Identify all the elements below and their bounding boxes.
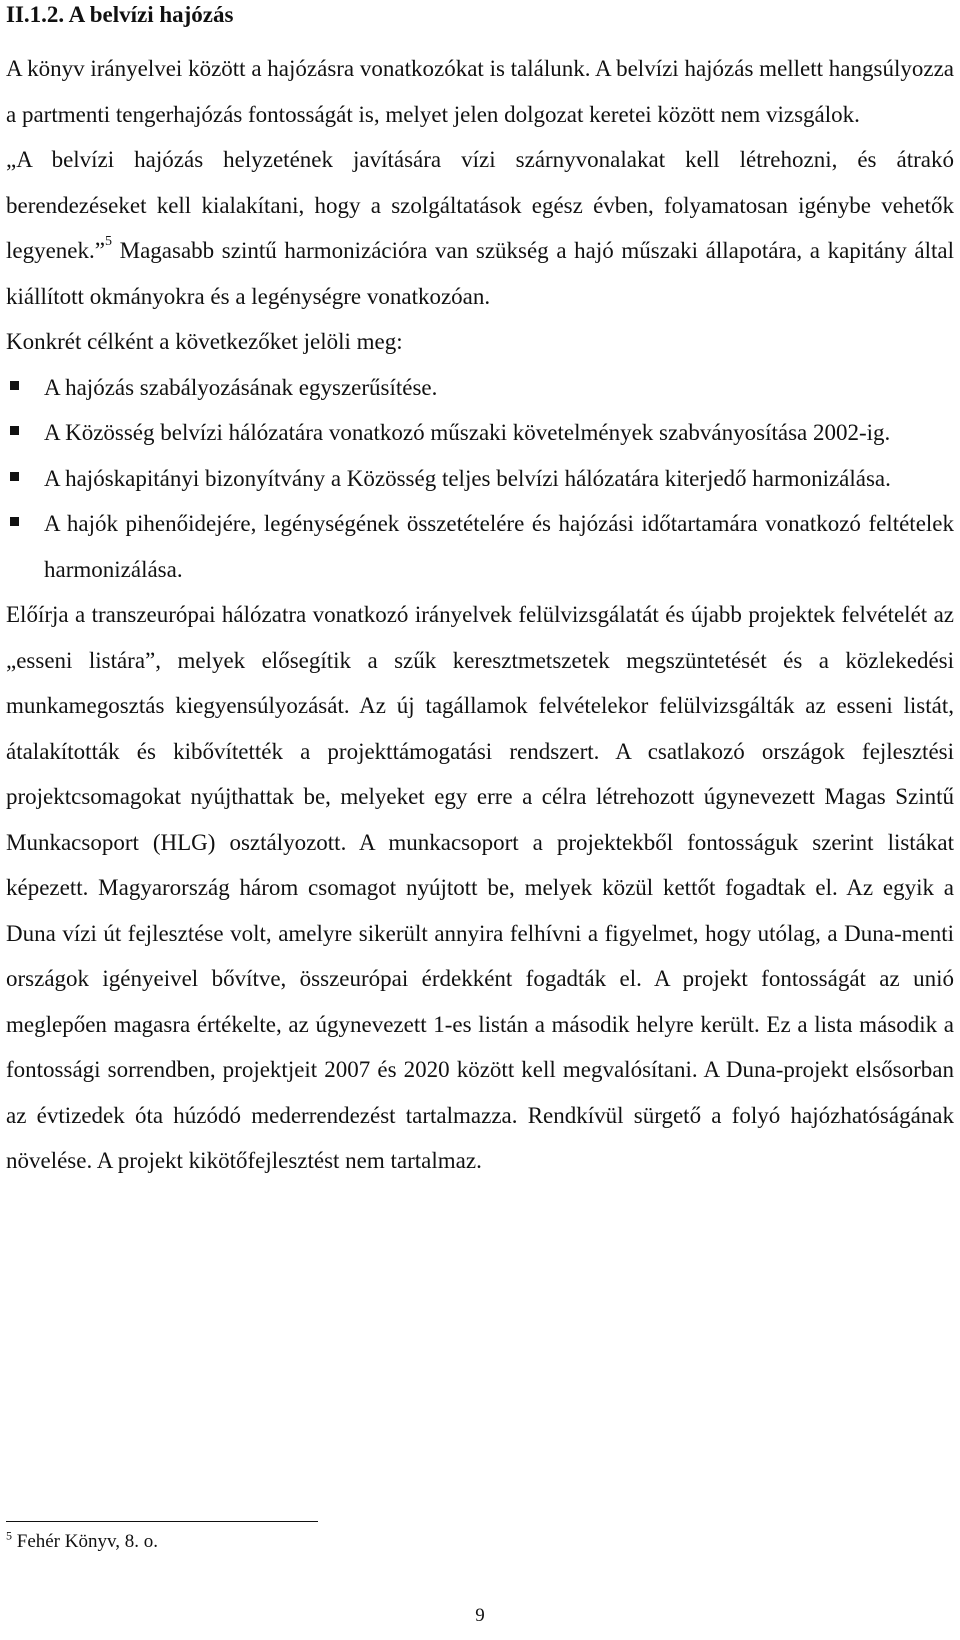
goals-list [6,365,954,593]
footnote-text: Fehér Könyv, 8. o. [12,1531,158,1552]
list-item-text: A hajózás szabályozásának egyszerűsítése. [44,374,438,400]
list-item [6,501,954,592]
list-item-text: A Közösség belvízi hálózatára vonatkozó műszaki követelmények szabványosítása 2002-ig. [44,420,891,445]
quote-continuation: Magasabb szintű harmonizációra van szükség a hajó műszaki állapotára, a kapitány által kiállított okmányokra és a legénységre vonatkozóan. [6,238,954,309]
paragraph-goals-intro: Konkrét célként a következőket jelöli meg: [6,329,403,354]
footnote-reference[interactable]: 5 [104,234,112,250]
footnote-number: 5 [6,1528,12,1543]
footnote [6,1530,158,1554]
list-item [6,410,954,456]
footnote-divider [6,1521,318,1522]
list-item-text: A hajók pihenőidejére, legénységének összetételére és hajózási időtartamára vonatkozó feltételek harmonizálása. [44,511,954,582]
section-heading: II.1.2. A belvízi hajózás [6,2,234,27]
square-bullet-icon [10,426,19,435]
list-item-text: A hajóskapitányi bizonyítvány a Közösség teljes belvízi hálózatára kiterjedő harmonizálása. [44,465,891,491]
square-bullet-icon [10,517,19,526]
quote-text: „A belvízi hajózás helyzetének javítására vízi szárnyvonalakat kell létrehozni, és átrakó berendezéseket kell kialakítani, hogy a szolgáltatások egész évben, folyamatosan igénybe vehetők legyenek.” [6,147,954,263]
list-item [6,456,954,502]
paragraph-intro: A könyv irányelvei között a hajózásra vonatkozókat is találunk. A belvízi hajózás mellett hangsúlyozza a partmenti tengerhajózás fontosságát is, melyet jelen dolgozat keretei között nem vizsgálok. [6,56,954,127]
square-bullet-icon [10,472,19,481]
square-bullet-icon [10,381,19,390]
paragraph-ten-t: Előírja a transzeurópai hálózatra vonatkozó irányelvek felülvizsgálatát és újabb projektek felvételét az „esseni listára”, melyek elősegítik a szűk keresztmetszetek megszüntetését és a közlekedési munkamegosztás kiegyensúlyozását. Az új tagállamok felvételekor felülvizsgálták az esseni listát, átalakították és kibővítették a projekttámogatási rendszert. A csatlakozó országok fejlesztési projektcsomagokat nyújthattak be, melyeket egy erre a célra létrehozott úgynevezett Magas Szintű Munkacsoport (HLG) osztályozott. A munkacsoport a projektekből fontosságuk szerint listákat képezett. Magyarország három csomagot nyújtott be, melyek közül kettőt fogadtak el. Az egyik a Duna vízi út fejlesztése volt, amelyre sikerült annyira felhívni a figyelmet, hogy utólag, a Duna-menti országok igényeivel bővítve, összeurópai érdekként fogadták el. A projekt fontosságát az unió meglepően magasra értékelte, az úgynevezett 1-es listán a második helyre került. Ez a lista második a fontossági sorrendben, projektjeit 2007 és 2020 között kell megvalósítani. A Duna-projekt elsősorban az évtizedek óta húzódó mederrendezést tartalmazza. Rendkívül sürgető a folyó hajózhatóságának növelése. A projekt kikötőfejlesztést nem tartalmaz. [6,602,954,1173]
paragraph-quote [6,137,954,319]
list-item [6,365,954,411]
document-page [6,0,954,1184]
page-number: 9 [475,1605,485,1626]
